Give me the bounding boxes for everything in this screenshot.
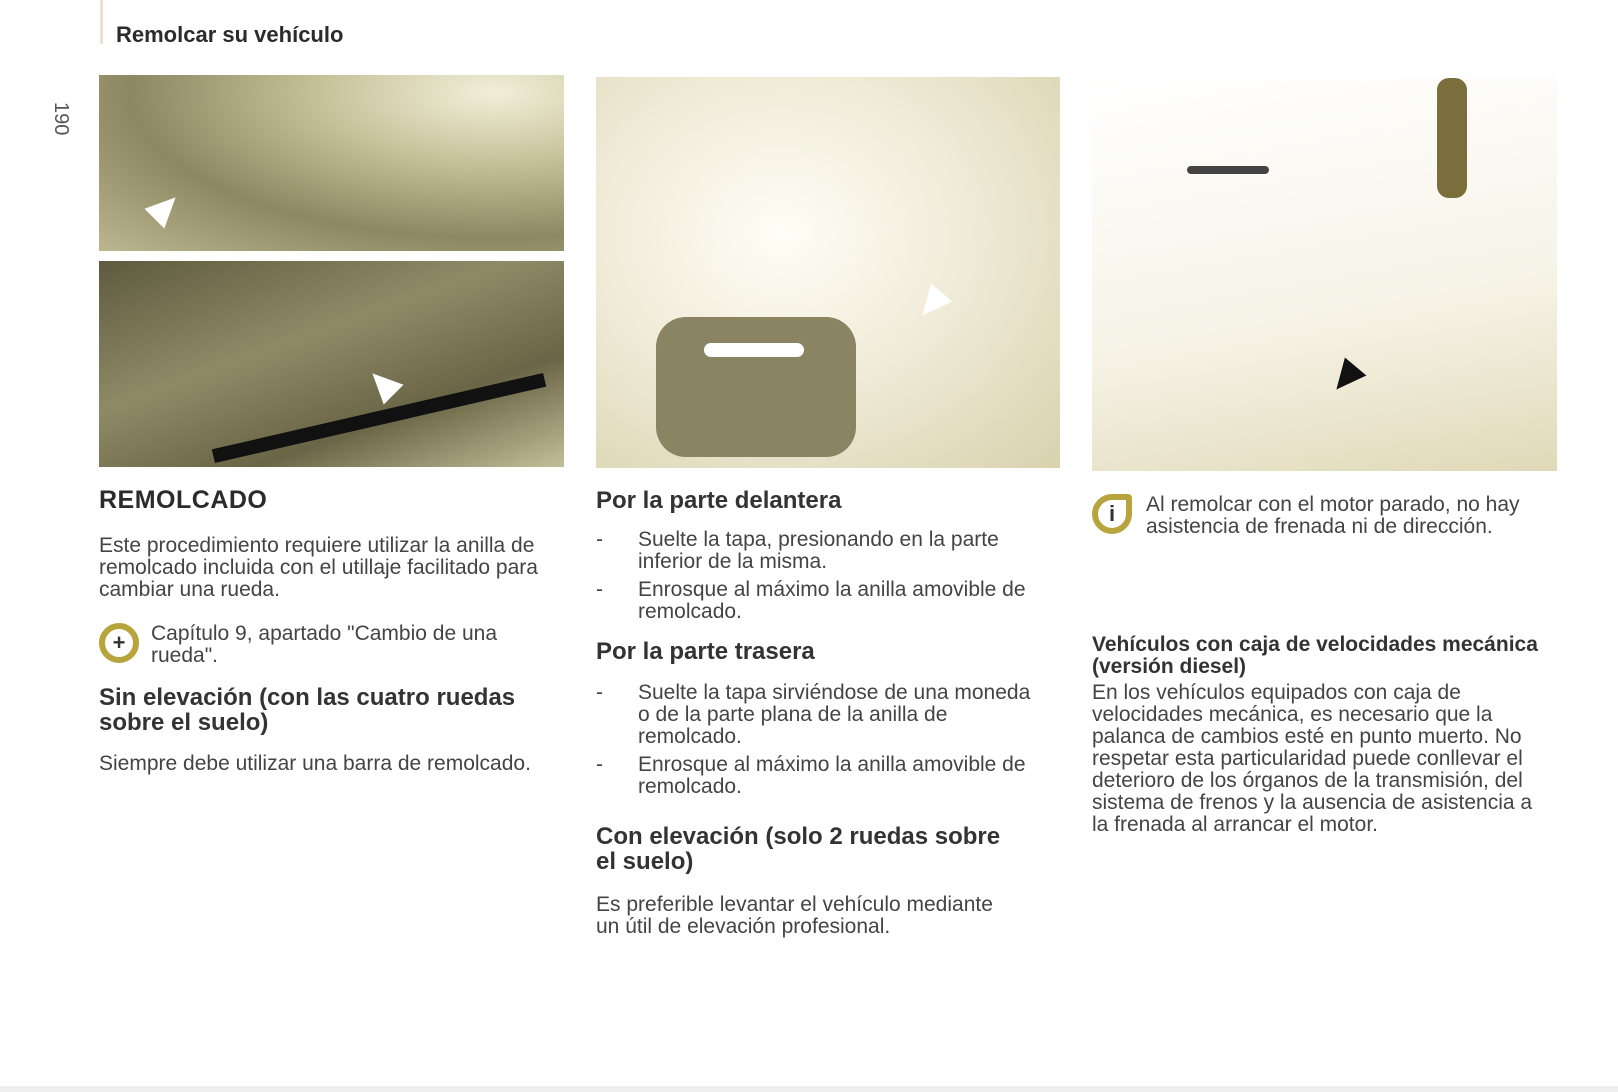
item-text: Enrosque al máximo la anilla amovible de remolcado. xyxy=(638,578,1026,623)
front-bumper-image xyxy=(596,77,1060,468)
subsection-title: Sin elevación (con las cuatro ruedas sobre el suelo) xyxy=(99,684,516,736)
gearbox-text: En los vehículos equipados con caja de velocidades mecánica, es necesario que la palanca de cambios esté en punto muerto. No respetar esta particularidad puede conllevar el deterioro de los órganos de la transmisión, del sistema de frenos y la ausencia de asistencia a la frenada al arrancar el motor. xyxy=(1092,681,1533,836)
page-number: 190 xyxy=(50,102,72,136)
info-text: Al remolcar con el motor parado, no hay asistencia de frenada ni de dirección. xyxy=(1146,493,1520,538)
note xyxy=(99,623,569,667)
info-icon: i xyxy=(1092,494,1132,534)
item-text: Suelte la tapa, presionando en la parte inferior de la misma. xyxy=(638,528,999,573)
rear-title: Por la parte trasera xyxy=(596,638,815,665)
page-edge xyxy=(0,1086,1618,1092)
item-text: Suelte la tapa sirviéndose de una moneda o de la parte plana de la anilla de remolcado. xyxy=(638,681,1031,748)
arrow-icon xyxy=(144,187,185,228)
dash: - xyxy=(596,578,603,601)
arrow-icon xyxy=(1326,358,1367,399)
column-1 xyxy=(99,486,569,775)
dash: - xyxy=(596,753,603,776)
note-text: Capítulo 9, apartado "Cambio de una rueda". xyxy=(151,622,498,667)
section-title: REMOLCADO xyxy=(99,486,268,514)
front-title: Por la parte delantera xyxy=(596,487,842,514)
gearbox-title: Vehículos con caja de velocidades mecánica (versión diesel) xyxy=(1092,633,1538,678)
spare-wheel-image xyxy=(99,75,564,251)
arrow-icon xyxy=(362,363,403,404)
list-item xyxy=(596,682,1046,748)
page-header: Remolcar su vehículo xyxy=(116,22,344,47)
subsection-text: Siempre debe utilizar una barra de remolcado. xyxy=(99,752,531,775)
dash: - xyxy=(596,528,603,551)
list-item xyxy=(596,579,1046,623)
column-2 xyxy=(596,488,1046,938)
list-item xyxy=(596,754,1046,798)
arrow-icon xyxy=(912,284,953,325)
tow-ring-tool-image xyxy=(99,261,564,467)
info-note xyxy=(1092,494,1562,538)
lift-text: Es preferible levantar el vehículo mediante un útil de elevación profesional. xyxy=(596,893,993,938)
list-item xyxy=(596,529,1046,573)
column-3 xyxy=(1092,494,1562,836)
lift-title: Con elevación (solo 2 ruedas sobre el suelo) xyxy=(596,823,1001,875)
intro-text: Este procedimiento requiere utilizar la anilla de remolcado incluida con el utillaje facilitado para cambiar una rueda. xyxy=(99,534,538,601)
rear-bumper-image xyxy=(1092,78,1557,471)
dash: - xyxy=(596,681,603,704)
plus-icon: + xyxy=(99,623,139,663)
item-text: Enrosque al máximo la anilla amovible de remolcado. xyxy=(638,753,1026,798)
margin-rule xyxy=(100,0,103,44)
